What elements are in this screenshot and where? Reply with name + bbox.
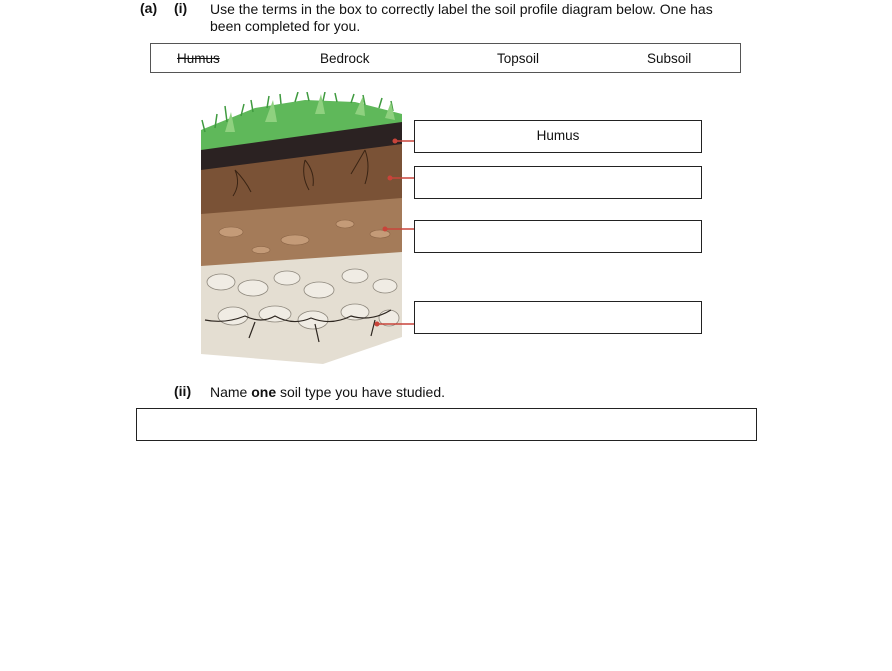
- term-box: [150, 43, 741, 73]
- part-ii-emphasis: one: [251, 384, 277, 400]
- term-humus: Humus: [177, 51, 220, 66]
- term-topsoil: Topsoil: [497, 51, 540, 66]
- label-box-3[interactable]: [414, 220, 702, 253]
- soil-profile-diagram: [195, 92, 417, 370]
- label-box-4[interactable]: [414, 301, 702, 334]
- part-ii-question: Name one soil type you have studied.: [210, 384, 446, 400]
- part-a-label: (a): [140, 0, 158, 16]
- term-bedrock: Bedrock: [320, 51, 370, 66]
- part-i-label: (i): [174, 0, 188, 16]
- instruction-line-1: Use the terms in the box to correctly label the soil profile diagram below. One has: [210, 1, 713, 17]
- label-box-humus[interactable]: Humus: [414, 120, 702, 153]
- term-subsoil: Subsoil: [647, 51, 692, 66]
- instruction-line-2: been completed for you.: [210, 18, 361, 34]
- answer-box-soil-type[interactable]: [136, 408, 757, 441]
- label-box-2[interactable]: [414, 166, 702, 199]
- part-ii-label: (ii): [174, 383, 192, 399]
